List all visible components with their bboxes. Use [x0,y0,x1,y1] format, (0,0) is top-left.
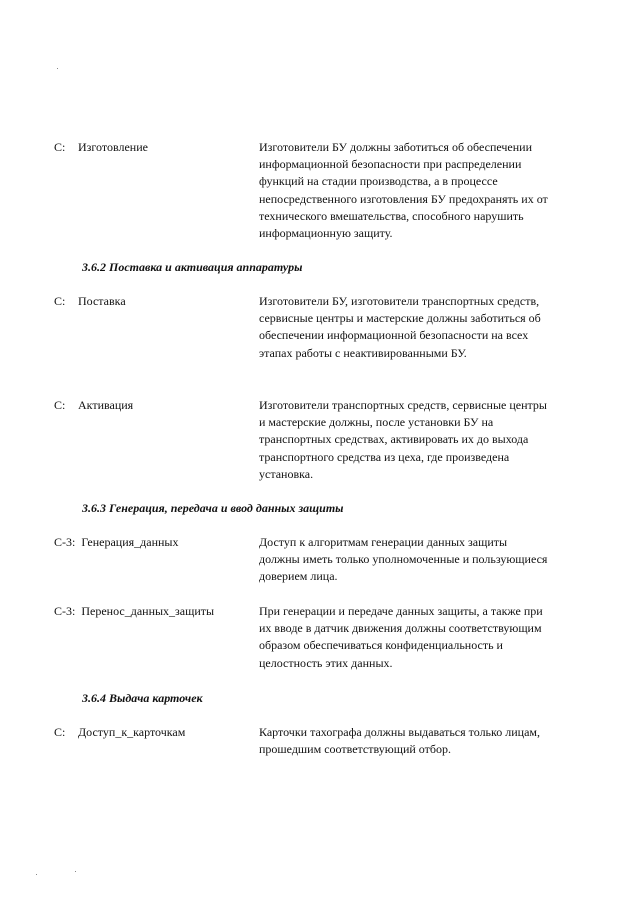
entry-label [54,139,254,156]
entry-code: C-3: [54,535,76,549]
entry-name: Генерация_данных [81,535,179,549]
entry-name: Изготовление [78,140,148,154]
entry-code: C: [54,398,66,412]
entry-label [54,534,254,551]
entry-text: Карточки тахографа должны выдаваться только лицам, прошедшим соответствующий отбор. [259,725,541,757]
entry-code: C: [54,294,66,308]
entry-text: Изготовители БУ, изготовители транспортных средств, сервисные центры и мастерские должны заботиться об обеспечении информационной безопасности на всех этапах работы с неактивированными БУ. [259,294,541,360]
entry-text: Доступ к алгоритмам генерации данных защиты должны иметь только уполномоченные и пользующиеся доверием лица. [259,535,548,584]
scan-speck [75,871,76,872]
section-heading-3-6-3: 3.6.3 Генерация, передача и ввод данных защиты [82,501,344,515]
entry-code: C-3: [54,604,76,618]
scan-speck [57,68,58,69]
entry-name: Перенос_данных_защиты [81,604,215,618]
entry-name: Активация [78,398,134,412]
entry-text: При генерации и передаче данных защиты, а также при их вводе в датчик движения должны соответствующим образом обеспечиваться конфиденциальность и целостность этих данных. [259,604,543,670]
entry-text: Изготовители БУ должны заботиться об обеспечении информационной безопасности при распределении функций на стадии производства, а в процессе непосредственного изготовления БУ предохранять их от технического вмешательства, способного нарушить информационную защиту. [259,140,548,241]
entry-code: C: [54,725,66,739]
entry-label [54,724,254,741]
section-heading-3-6-4: 3.6.4 Выдача карточек [82,691,203,705]
scan-speck [36,874,37,875]
entry-name: Доступ_к_карточкам [78,725,186,739]
entry-text: Изготовители транспортных средств, сервисные центры и мастерские должны, после установки БУ на транспортных средствах, активировать их до выхода транспортного средства из цеха, где произведена установка. [259,398,547,481]
section-heading-3-6-2: 3.6.2 Поставка и активация аппаратуры [82,260,303,274]
entry-label [54,293,254,310]
entry-code: C: [54,140,66,154]
entry-name: Поставка [78,294,126,308]
entry-label [54,603,254,620]
entry-label [54,397,254,414]
